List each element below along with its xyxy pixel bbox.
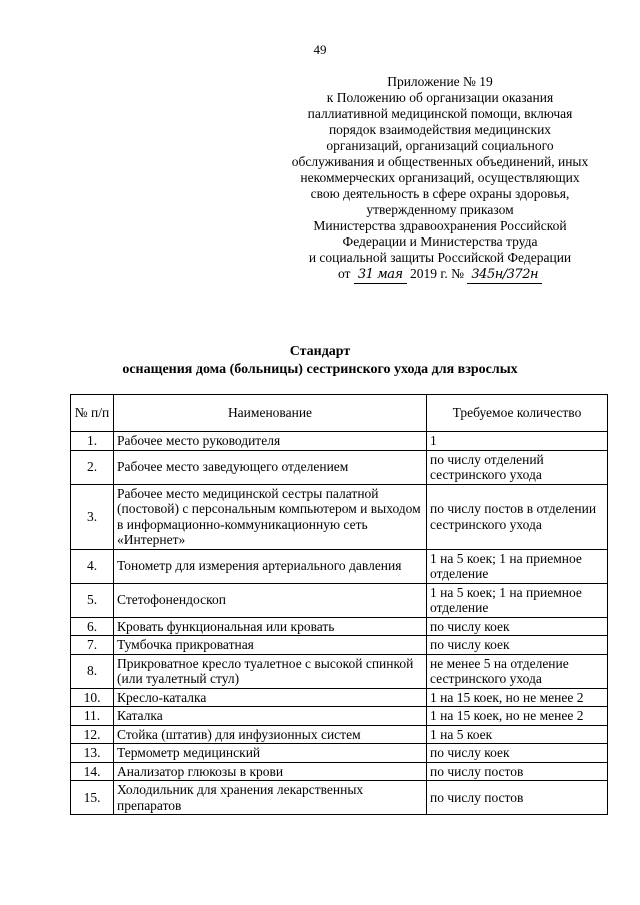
appendix-line: утвержденному приказом xyxy=(366,202,514,217)
row-number: 5. xyxy=(71,583,114,617)
row-number: 14. xyxy=(71,762,114,781)
row-quantity: 1 на 5 коек; 1 на приемное отделение xyxy=(427,583,608,617)
order-date-line xyxy=(270,266,610,284)
row-quantity: по числу отделений сестринского ухода xyxy=(427,450,608,484)
appendix-line: Приложение № 19 xyxy=(387,74,493,89)
table-row xyxy=(71,432,608,451)
table-row xyxy=(71,617,608,636)
table-row xyxy=(71,725,608,744)
appendix-line: Министерства здравоохранения Российской xyxy=(313,218,567,233)
row-number: 8. xyxy=(71,654,114,688)
header-quantity: Требуемое количество xyxy=(427,395,608,432)
table-row xyxy=(71,549,608,583)
appendix-line: порядок взаимодействия медицинских xyxy=(328,122,552,137)
table-header-row xyxy=(71,395,608,432)
row-name: Рабочее место медицинской сестры палатной (постовой) с персональным компьютером и выходом в информационно-коммуникационную сеть «Интернет» xyxy=(114,484,427,549)
row-number: 1. xyxy=(71,432,114,451)
table-row xyxy=(71,688,608,707)
date-prefix: от xyxy=(337,266,351,281)
table-row xyxy=(71,654,608,688)
row-number: 15. xyxy=(71,781,114,815)
appendix-line: свою деятельность в сфере охраны здоровья, xyxy=(310,186,570,201)
row-quantity: по числу коек xyxy=(427,617,608,636)
row-number: 7. xyxy=(71,636,114,655)
table-row xyxy=(71,707,608,726)
title-line-1: Стандарт xyxy=(289,344,351,359)
appendix-line: обслуживания и общественных объединений, иных xyxy=(291,154,589,169)
equipment-table xyxy=(70,394,608,815)
row-name: Рабочее место заведующего отделением xyxy=(114,450,427,484)
table-row xyxy=(71,781,608,815)
row-quantity: по числу постов в отделении сестринского ухода xyxy=(427,484,608,549)
row-quantity: 1 на 5 коек; 1 на приемное отделение xyxy=(427,549,608,583)
page-number: 49 xyxy=(313,42,327,57)
table-row xyxy=(71,762,608,781)
table-row xyxy=(71,744,608,763)
row-name: Тумбочка прикроватная xyxy=(114,636,427,655)
row-number: 2. xyxy=(71,450,114,484)
row-number: 11. xyxy=(71,707,114,726)
handwritten-order-number: 345н/372н xyxy=(467,267,542,284)
row-quantity: по числу постов xyxy=(427,781,608,815)
table-row xyxy=(71,450,608,484)
row-name: Анализатор глюкозы в крови xyxy=(114,762,427,781)
row-quantity: по числу постов xyxy=(427,762,608,781)
handwritten-date: 31 мая xyxy=(354,267,407,284)
row-name: Кресло-каталка xyxy=(114,688,427,707)
table-row xyxy=(71,583,608,617)
row-quantity: 1 на 15 коек, но не менее 2 xyxy=(427,688,608,707)
row-number: 10. xyxy=(71,688,114,707)
row-quantity: по числу коек xyxy=(427,744,608,763)
appendix-header xyxy=(270,74,610,284)
table-row xyxy=(71,484,608,549)
row-name: Стетофонендоскоп xyxy=(114,583,427,617)
appendix-line: организаций, организаций социального xyxy=(326,138,554,153)
row-number: 4. xyxy=(71,549,114,583)
row-name: Холодильник для хранения лекарственных препаратов xyxy=(114,781,427,815)
row-name: Кровать функциональная или кровать xyxy=(114,617,427,636)
row-quantity: не менее 5 на отделение сестринского ухода xyxy=(427,654,608,688)
appendix-line: к Положению об организации оказания xyxy=(326,90,554,105)
row-number: 6. xyxy=(71,617,114,636)
appendix-line: паллиативной медицинской помощи, включая xyxy=(307,106,573,121)
row-number: 13. xyxy=(71,744,114,763)
row-name: Рабочее место руководителя xyxy=(114,432,427,451)
row-quantity: 1 на 5 коек xyxy=(427,725,608,744)
row-quantity: 1 на 15 коек, но не менее 2 xyxy=(427,707,608,726)
row-name: Стойка (штатив) для инфузионных систем xyxy=(114,725,427,744)
row-name: Тонометр для измерения артериального давления xyxy=(114,549,427,583)
appendix-line: и социальной защиты Российской Федерации xyxy=(308,250,572,265)
table-row xyxy=(71,636,608,655)
row-name: Каталка xyxy=(114,707,427,726)
document-title xyxy=(0,343,640,379)
header-number: № п/п xyxy=(71,395,114,432)
table-body xyxy=(71,432,608,815)
row-number: 12. xyxy=(71,725,114,744)
row-name: Прикроватное кресло туалетное с высокой спинкой (или туалетный стул) xyxy=(114,654,427,688)
appendix-line: Федерации и Министерства труда xyxy=(342,234,538,249)
header-name: Наименование xyxy=(114,395,427,432)
appendix-line: некоммерческих организаций, осуществляющих xyxy=(300,170,580,185)
row-quantity: 1 xyxy=(427,432,608,451)
title-line-2: оснащения дома (больницы) сестринского ухода для взрослых xyxy=(122,362,518,377)
row-name: Термометр медицинский xyxy=(114,744,427,763)
row-number: 3. xyxy=(71,484,114,549)
row-quantity: по числу коек xyxy=(427,636,608,655)
date-suffix: 2019 г. № xyxy=(410,266,465,281)
